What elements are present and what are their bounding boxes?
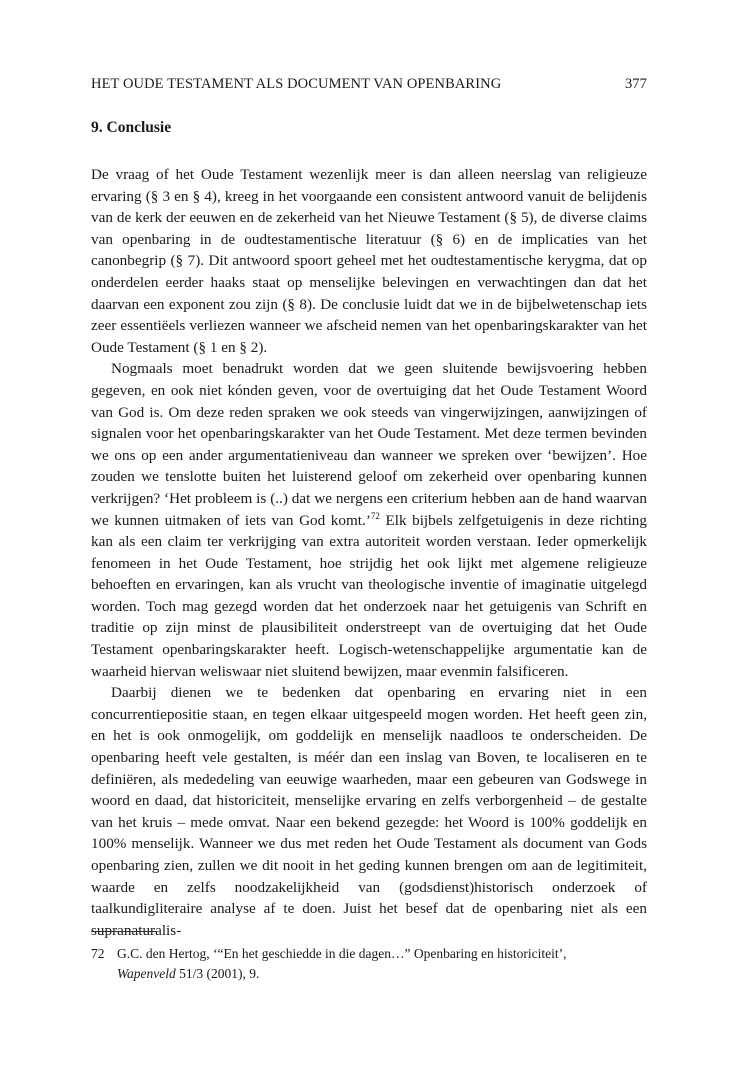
paragraph-3: Daarbij dienen we te bedenken dat openbaring en ervaring niet in een concurrentiepositie staan, en tegen elkaar uitgespeeld mogen worden. Het heeft geen zin, en het is ook onmogelijk, om goddelijk en menselijk naadloos te onderscheiden. De openbaring heeft vele gestalten, is méér dan een inslag van Boven, te localiseren en te definiëren, als mededeling van eeuwige waarheden, maar een gebeuren van Godswege in woord en daad, dat historiciteit, menselijke ervaring en zelfs verborgenheid – de gestalte van het kruis – mede omvat. Naar een bekend gezegde: het Woord is 100% goddelijk en 100% menselijk. Wanneer we dus met reden het Oude Testament als document van Gods openbaring zien, zullen we dit nooit in het geding kunnen brengen om aan de legitimiteit, waarde en zelfs noodzakelijkheid van (godsdienst)historisch onderzoek of taalkundigliteraire analyse af te doen. Juist het besef dat de openbaring niet als een supranaturalis- [91, 684, 647, 939]
running-header [91, 76, 647, 93]
footnote-number: 72 [91, 946, 105, 961]
footnote-divider [91, 931, 157, 932]
paragraph-2 [91, 358, 647, 682]
footnote-citation: 51/3 (2001), 9. [175, 966, 260, 981]
paragraph-2-text-b: Elk bijbels zelfgetuigenis in deze richting kan als een claim ter verkrijging van extra autoriteit worden verstaan. Ieder opmerkelijk fenomeen in het Oude Testament, hoe strijdig het ook lijkt met algemene religieuze behoeften en ervaringen, kan als vrucht van theologische inventie of imaginatie uitgelegd worden. Toch mag gezegd worden dat het onderzoek naar het getuigenis van Schrift en traditie op zijn minst de plausibiliteit onderstreept van de overtuiging dat het Oude Testament openbaringskarakter heeft. Logisch-wetenschappelijke argumentatie kan de waarheid hiervan weliswaar niet sluitend bewijzen, maar evenmin falsificeren. [91, 511, 647, 680]
footnote-reference[interactable]: 72 [370, 510, 380, 521]
page-number: 377 [624, 76, 647, 92]
footnote-journal: Wapenveld [117, 966, 176, 981]
running-title: HET OUDE TESTAMENT ALS DOCUMENT VAN OPENBARING [91, 76, 502, 92]
section-heading: 9. Conclusie [91, 119, 172, 136]
footnote-text: G.C. den Hertog, ‘“En het geschiedde in die dagen…” Openbaring en historiciteit’, [117, 946, 567, 961]
paragraph-2-text-a: Nogmaals moet benadrukt worden dat we geen sluitende bewijsvoering hebben gegeven, en ook niet kónden geven, voor de overtuiging dat het Oude Testament Woord van God is. Om deze reden spraken we ook steeds van vingerwijzingen, aanwijzingen of signalen voor het openbaringskarakter van het Oude Testament. Met deze termen bevinden we ons op een ander argumentatieniveau dan wanneer we spreken over ‘bewijzen’. Hoe zouden we tenslotte buiten het luisterend geloof om zekerheid over openbaring kunnen verkrijgen? ‘Het probleem is (..) dat we nergens een criterium hebben aan de hand waarvan we kunnen uitmaken of iets van God komt.’ [91, 360, 647, 529]
body-text [91, 164, 647, 941]
paragraph-1: De vraag of het Oude Testament wezenlijk meer is dan alleen neerslag van religieuze ervaring (§ 3 en § 4), kreeg in het voorgaande een consistent antwoord vanuit de belijdenis van de kerk der eeuwen en de zekerheid van het Nieuwe Testament (§ 5), de diverse claims van openbaring in de oudtestamentische literatuur (§ 6) en de implicaties van het canonbegrip (§ 7). Dit antwoord spoort geheel met het oudtestamentische kerygma, dat op onderdelen eerder haaks staat op menselijke belevingen en verwachtingen dan dat het daarvan een exponent zou zijn (§ 8). De conclusie luidt dat we in de bijbelwetenschap iets zeer essentiëels verliezen wanneer we afscheid nemen van het openbaringskarakter van het Oude Testament (§ 1 en § 2). [91, 166, 647, 356]
footnote [91, 944, 647, 984]
